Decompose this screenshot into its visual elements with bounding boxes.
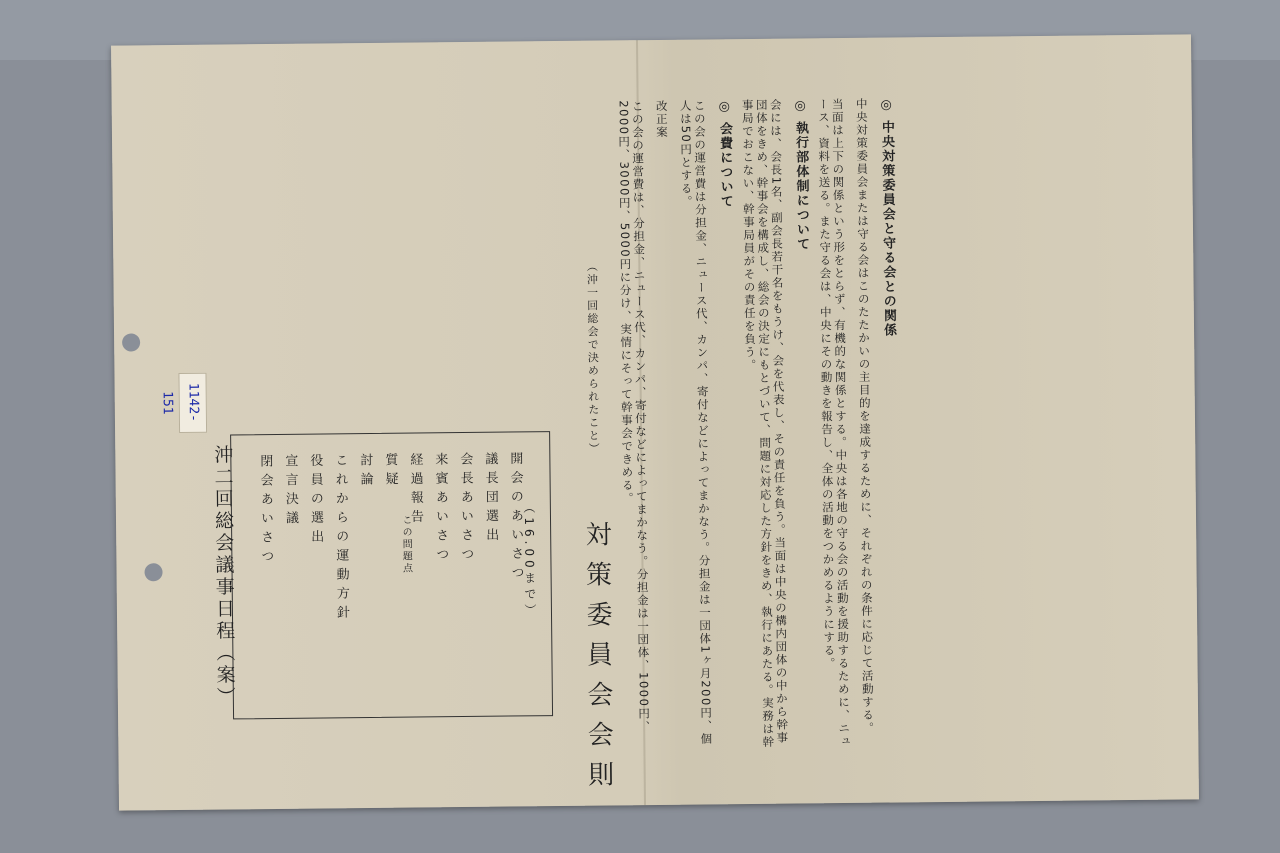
document-body xyxy=(617,97,900,750)
schedule-list xyxy=(255,451,527,724)
section-heading: ◎ 会費について xyxy=(716,99,733,209)
schedule-item: 開会のあいさつ xyxy=(507,451,524,585)
schedule-item: 宣言決議 xyxy=(282,453,299,530)
body-paragraph: 中央対策委員会または守る会はこのたたかいの主目的を達成するために、それぞれの条件に応じて活動する。 xyxy=(854,97,876,735)
punch-hole-bottom xyxy=(144,563,162,581)
schedule-item: 議長団選出 xyxy=(482,451,499,547)
schedule-item: 経過報告 xyxy=(407,452,424,529)
schedule-item: 来賓あいさつ xyxy=(432,452,449,567)
archive-number-tag: 1142-151 xyxy=(178,373,207,433)
schedule-item: 質疑 xyxy=(382,452,398,491)
document-subtitle: （沖一回総会で決められたこと） xyxy=(585,260,601,456)
schedule-item: 役員の選出 xyxy=(307,453,324,549)
document-title: 対策委員会会則 xyxy=(581,520,614,801)
body-paragraph: 当面は上下の関係という形をとらず、有機的な関係とする。中央は各地の守る会の活動を援助するために、ニュース、資料を送る。また守る会は、中央にその動きを報告し、全体の活動をつかめるようにする。 xyxy=(816,97,852,749)
schedule-item: 閉会あいさつ xyxy=(257,454,274,569)
schedule-title: 沖二回総会議事日程（案） xyxy=(211,444,236,709)
punch-hole-top xyxy=(122,333,140,351)
section-heading: ◎ 執行部体制について xyxy=(792,98,810,252)
document-sheet xyxy=(111,34,1199,810)
schedule-item: 会長あいさつ xyxy=(457,451,474,567)
schedule-item: 討論 xyxy=(357,452,373,492)
body-paragraph: 会には、会長1名、副会長若干名をもうけ、会を代表し、その責任を負う。当面は中央の構内団体の中から幹事団体をきめ、幹事会を構成し、総会の決定にもとづいて、問題に対応した方針をきめ、執行にあたる。実務は幹事局でおこない、幹事局員がその責任を負う。 xyxy=(740,98,790,749)
body-paragraph: この会の運営費は、分担金、ニュース代、カンパ、寄付などによってまかなう。分担金は一団体、1000円、2000円、3000円、5000円に分け、実情にそって幹事会できめる。 xyxy=(616,100,652,734)
body-paragraph: この会の運営費は分担金、ニュース代、カンパ、寄付などによってまかなう。分担金は一団体1ヶ月200円、個人は50円とする。 xyxy=(678,99,714,746)
schedule-time: （16.00まで） xyxy=(521,501,538,620)
section-heading: ◎ 中央対策委員会と守る会との関係 xyxy=(878,97,897,338)
schedule-note: この問題点 xyxy=(399,514,412,575)
body-paragraph: 改正案 xyxy=(654,99,670,139)
schedule-item: これからの運動方針 xyxy=(332,453,350,625)
